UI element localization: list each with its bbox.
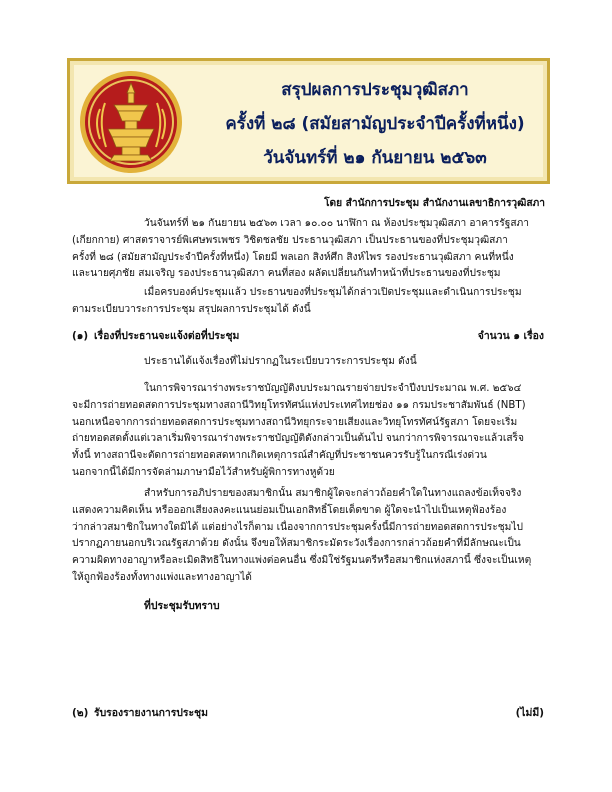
section-2-heading [72,704,544,720]
section-2-note: (ไม่มี) [515,707,544,719]
intro-p1-line: วันจันทร์ที่ ๒๑ กันยายน ๒๕๖๓ เวลา ๑๐.๐๐ นาฬิกา ณ ห้องประชุมวุฒิสภา อาคารรัฐสภา [144,218,529,229]
section-1-p1-line: จะมีการถ่ายทอดสดการประชุมทางสถานีวิทยุโทรทัศน์แห่งประเทศไทยช่อง ๑๑ กรมประชาสัมพันธ์ (NBT) [72,399,526,411]
section-1-paragraph-1 [72,381,544,482]
section-1-p2-line: ว่ากล่าวสมาชิกในทางใดมิได้ แต่อย่างไรก็ตาม เนื่องจากการประชุมครั้งนี้มีการถ่ายทอดสดการประชุมไป [72,521,523,533]
intro-p1-line: ครั้งที่ ๒๘ (สมัยสามัญประจำปีครั้งที่หนึ่ง) โดยมี พลเอก สิงห์ศึก สิงห์ไพร รองประธานวุฒิสภา คนที่หนึ่ง [72,251,514,263]
intro-paragraph-1 [72,216,544,283]
header-banner [67,58,550,184]
section-1-count: จำนวน ๑ เรื่อง [477,330,544,342]
section-1-p2-line: ให้ถูกฟ้องร้องทั้งทางแพ่งและทางอาญาได้ [72,571,252,583]
section-1-lead-text: ประธานได้แจ้งเรื่องที่ไม่ปรากฏในระเบียบวาระการประชุม ดังนี้ [144,356,417,367]
intro-p1-line: และนายศุภชัย สมเจริญ รองประธานวุฒิสภา คนที่สอง ผลัดเปลี่ยนกันทำหน้าที่ประธานของที่ประชุม [72,268,501,280]
senate-emblem-icon [78,69,184,175]
section-1-p2-line: ปรากฏภายนอกบริเวณรัฐสภาด้วย ดังนั้น จึงขอให้สมาชิกระมัดระวังเรื่องการกล่าวถ้อยคำที่มีลักษณะเป็น [72,538,521,550]
section-1-p2-line: ความผิดทางอาญาหรือละเมิดสิทธิในทางแพ่งต่อคนอื่น ซึ่งมิใช่รัฐมนตรีหรือสมาชิกแห่งสภานี้ ซึ่งจะเป็นเหตุ [72,555,532,567]
section-1-number: (๑) [72,330,89,342]
title-line-2: ครั้งที่ ๒๘ (สมัยสามัญประจำปีครั้งที่หนึ่ง) [225,114,525,134]
section-1-p1-line: ทั้งนี้ ทางสถานีจะตัดการถ่ายทอดสดหากเกิดเหตุการณ์สำคัญที่ประชาชนควรรับรู้ในกรณีเร่งด่วน [72,450,487,462]
intro-p2-line: ตามระเบียบวาระการประชุม สรุปผลการประชุมได้ ดังนี้ [72,303,311,315]
section-1-p1-line: ในการพิจารณาร่างพระราชบัญญัติงบประมาณรายจ่ายประจำปีงบประมาณ พ.ศ. ๒๕๖๔ [144,383,522,394]
section-1-heading [72,327,544,343]
section-1-label: เรื่องที่ประธานจะแจ้งต่อที่ประชุม [94,330,240,342]
title-block [205,73,545,175]
section-2-label: รับรองรายงานการประชุม [94,707,208,719]
section-2-number: (๒) [72,707,89,719]
title-line-1: สรุปผลการประชุมวุฒิสภา [281,80,469,100]
section-1-p2-line: แสดงความคิดเห็น หรือออกเสียงลงคะแนนย่อมเป็นเอกสิทธิ์โดยเด็ดขาด ผู้ใดจะนำไปเป็นเหตุฟ้องร้อง [72,504,507,516]
intro-p2-line: เมื่อครบองค์ประชุมแล้ว ประธานของที่ประชุมได้กล่าวเปิดประชุมและดำเนินการประชุม [144,287,522,298]
intro-p1-line: (เกียกกาย) ศาสตราจารย์พิเศษพรเพชร วิชิตชลชัย ประธานวุฒิสภา เป็นประธานของที่ประชุมวุฒิสภา [72,234,508,246]
section-1-paragraph-2 [72,486,544,587]
title-line-3: วันจันทร์ที่ ๒๑ กันยายน ๒๕๖๓ [263,148,487,168]
section-1-p1-line: นอกเหนือจากการถ่ายทอดสดการประชุมทางสถานีวิทยุกระจายเสียงและวิทยุโทรทัศน์รัฐสภา โดยจะเริ่ม [72,416,518,428]
intro-paragraph-2 [72,285,544,319]
section-1-p1-line: นอกจากนี้ได้มีการจัดล่ามภาษามือไว้สำหรับผู้พิการทางหูด้วย [72,466,335,478]
section-1-p2-line: สำหรับการอภิปรายของสมาชิกนั้น สมาชิกผู้ใดจะกล่าวถ้อยคำใดในทางแถลงข้อเท็จจริง [144,488,522,499]
byline: โดย สำนักการประชุม สำนักงานเลขาธิการวุฒิสภา [324,198,545,209]
section-1-p1-line: ถ่ายทอดสดตั้งแต่เวลาเริ่มพิจารณาร่างพระราชบัญญัติดังกล่าวเป็นต้นไป จนกว่าการพิจารณาจะแล้วเสร็จ [72,433,525,445]
section-1-lead [72,354,544,371]
section-1-resolution: ที่ประชุมรับทราบ [144,600,220,612]
